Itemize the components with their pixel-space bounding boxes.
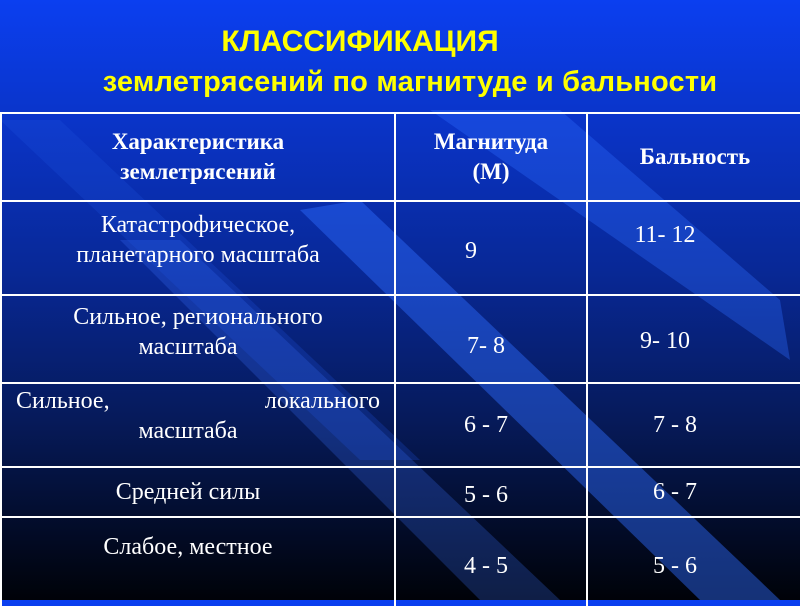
table-row <box>1 201 800 295</box>
magnitude-value: 6 - 7 <box>464 412 508 438</box>
cell-characteristic <box>1 517 395 607</box>
cell-intensity <box>587 295 800 383</box>
characteristic-line2: планетарного масштаба <box>76 242 320 268</box>
cell-intensity <box>587 201 800 295</box>
table-row <box>1 383 800 467</box>
intensity-value: 11- 12 <box>634 222 696 248</box>
title-line-1: КЛАССИФИКАЦИЯ <box>221 25 499 58</box>
cell-magnitude <box>395 295 587 383</box>
characteristic-line1: Сильное, локального <box>16 388 380 414</box>
cell-magnitude <box>395 517 587 607</box>
magnitude-value: 5 - 6 <box>464 482 508 508</box>
cell-intensity <box>587 517 800 607</box>
title-line-2: землетрясений по магнитуде и бальности <box>102 66 718 98</box>
characteristic-line1: Сильное, регионального <box>73 304 323 330</box>
cell-characteristic <box>1 201 395 295</box>
magnitude-value: 4 - 5 <box>464 553 508 579</box>
magnitude-value: 7- 8 <box>467 333 505 359</box>
intensity-value: 6 - 7 <box>653 479 697 505</box>
table-row <box>1 467 800 517</box>
header-intensity <box>587 113 800 201</box>
slide-title <box>0 22 800 102</box>
header-characteristic-label: Характеристика землетрясений <box>111 129 285 184</box>
table-header-row <box>1 113 800 201</box>
intensity-value: 9- 10 <box>640 328 690 354</box>
cell-characteristic <box>1 467 395 517</box>
table-row <box>1 517 800 607</box>
cell-intensity <box>587 467 800 517</box>
table-row <box>1 295 800 383</box>
header-characteristic <box>1 113 395 201</box>
classification-table <box>0 112 800 608</box>
intensity-value: 7 - 8 <box>653 412 697 438</box>
header-intensity-label: Бальность <box>639 144 751 169</box>
intensity-value: 5 - 6 <box>653 553 697 579</box>
cell-magnitude <box>395 201 587 295</box>
characteristic-line1: Катастрофическое, <box>100 212 296 238</box>
header-magnitude-line2: (М) <box>472 159 510 184</box>
characteristic-line1: Средней силы <box>115 479 261 505</box>
cell-magnitude <box>395 383 587 467</box>
characteristic-line2: масштаба <box>138 418 238 444</box>
header-magnitude <box>395 113 587 201</box>
cell-characteristic <box>1 295 395 383</box>
header-magnitude-line1: Магнитуда <box>433 129 549 154</box>
cell-magnitude <box>395 467 587 517</box>
characteristic-line1: Слабое, местное <box>103 534 273 560</box>
magnitude-value: 9 <box>465 238 477 264</box>
cell-intensity <box>587 383 800 467</box>
characteristic-line2: масштаба <box>138 334 238 360</box>
cell-characteristic <box>1 383 395 467</box>
